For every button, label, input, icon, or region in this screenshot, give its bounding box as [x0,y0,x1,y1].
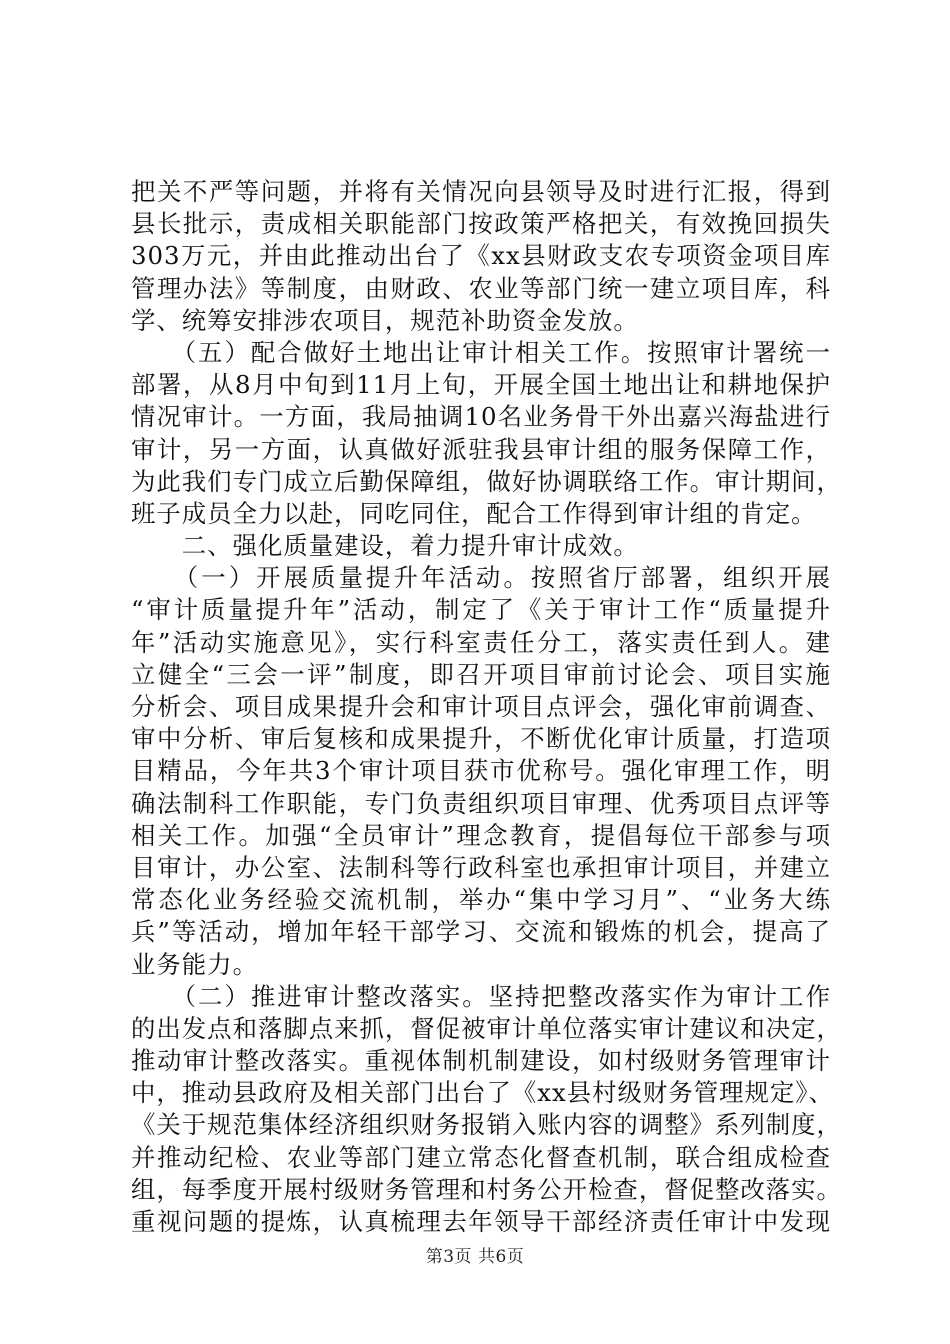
text-line: 并推动纪检、农业等部门建立常态化督查机制，联合组成检查 [131,1142,831,1172]
text-line: 确法制科工作职能，专门负责组织项目审理、优秀项目点评等 [131,788,831,818]
text-line: （五）配合做好土地出让审计相关工作。按照审计署统一 [131,337,831,367]
text-line: 学、统筹安排涉农项目，规范补助资金发放。 [131,305,639,335]
text-line: 二、强化质量建设，着力提升审计成效。 [131,531,639,561]
text-line: 为此我们专门成立后勤保障组，做好协调联络工作。审计期间， [131,466,842,496]
text-line: 业务能力。 [131,949,258,979]
text-line: 的出发点和落脚点来抓，督促被审计单位落实审计建议和决定， [131,1013,842,1043]
text-line: 相关工作。加强“全员审计”理念教育，提倡每位干部参与项 [131,820,831,850]
text-line: 303万元，并由此推动出台了《xx县财政支农专项资金项目库 [131,241,831,271]
text-line: 目审计，办公室、法制科等行政科室也承担审计项目，并建立 [131,852,831,882]
text-line: 组，每季度开展村级财务管理和村务公开检查，督促整改落实。 [131,1174,842,1204]
text-line: 分析会、项目成果提升会和审计项目点评会，强化审前调查、 [131,692,831,721]
text-line: “审计质量提升年”活动，制定了《关于审计工作“质量提升 [131,595,831,625]
text-line: 年”活动实施意见》，实行科室责任分工，落实责任到人。建 [131,627,831,657]
text-line: 班子成员全力以赴，同吃同住，配合工作得到审计组的肯定。 [131,498,817,528]
page-footer: 第3页 共6页 [425,1247,525,1267]
text-line: 审计，另一方面，认真做好派驻我县审计组的服务保障工作， [131,434,831,464]
text-line: 兵”等活动，增加年轻干部学习、交流和锻炼的机会，提高了 [131,917,831,947]
text-line: 部署，从8月中旬到11月上旬，开展全国土地出让和耕地保护 [131,370,831,400]
text-line: （一）开展质量提升年活动。按照省厅部署，组织开展 [131,563,831,593]
text-line: 管理办法》等制度，由财政、农业等部门统一建立项目库，科 [131,273,831,303]
text-line: 审中分析、审后复核和成果提升，不断优化审计质量，打造项 [131,724,831,754]
text-line: 重视问题的提炼，认真梳理去年领导干部经济责任审计中发现 [131,1207,831,1236]
text-line: 推动审计整改落实。重视体制机制建设，如村级财务管理审计 [131,1046,831,1076]
text-line: 立健全“三会一评”制度，即召开项目审前讨论会、项目实施 [131,659,831,689]
text-line: 目精品，今年共3个审计项目获市优称号。强化审理工作，明 [131,756,831,786]
text-line: 情况审计。一方面，我局抽调10名业务骨干外出嘉兴海盐进行 [131,402,831,432]
text-line: 《关于规范集体经济组织财务报销入账内容的调整》系列制度， [131,1110,842,1140]
text-line: （二）推进审计整改落实。坚持把整改落实作为审计工作 [131,981,831,1011]
text-line: 常态化业务经验交流机制，举办“集中学习月”、“业务大练 [131,885,831,915]
text-line: 把关不严等问题，并将有关情况向县领导及时进行汇报，得到 [131,177,831,206]
text-line: 中，推动县政府及相关部门出台了《xx县村级财务管理规定》、 [131,1078,834,1108]
text-line: 县长批示，责成相关职能部门按政策严格把关，有效挽回损失 [131,209,831,239]
document-body [131,176,842,1238]
